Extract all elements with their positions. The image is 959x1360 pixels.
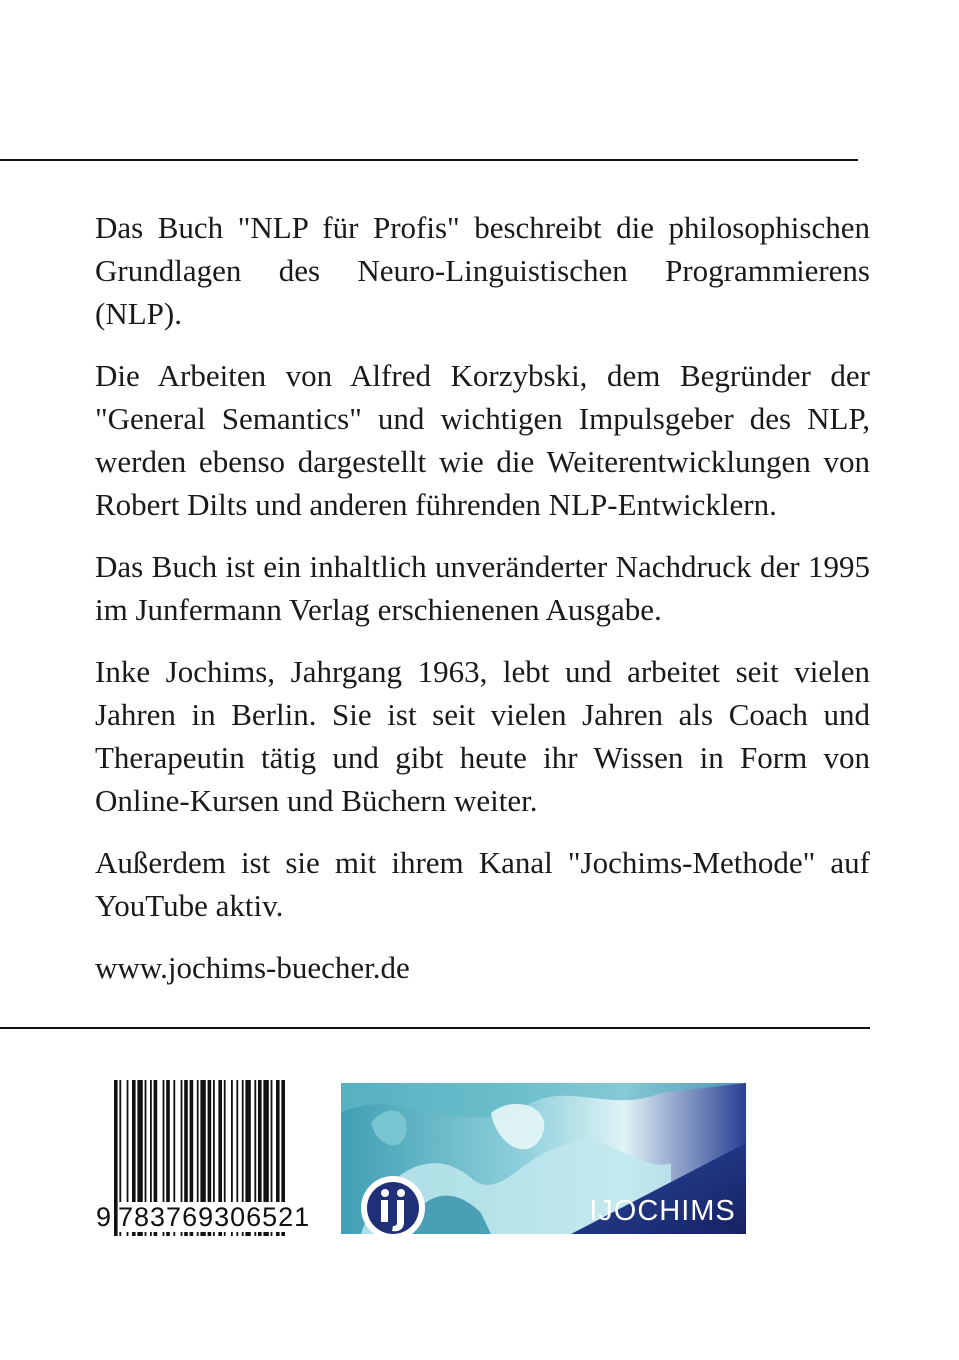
paragraph-korzybski: Die Arbeiten von Alfred Korzybski, dem Begründer der "General Semantics" und wichtigen Impulsgeber des NLP, werden ebenso dargestellt wie die Weiterentwicklungen von Robert Dilts und anderen führenden NLP-Entwicklern. [95, 358, 870, 522]
paragraph-youtube: Außerdem ist sie mit ihrem Kanal "Jochims-Methode" auf YouTube aktiv. [95, 845, 870, 923]
bottom-divider-rule [0, 1027, 870, 1029]
isbn-lead-digit: 9 [96, 1202, 113, 1232]
isbn-digits [96, 1202, 311, 1232]
top-divider-rule [0, 159, 858, 161]
logo-wordmark: IJOCHIMS [589, 1195, 736, 1227]
isbn-number: 783769306521 [118, 1202, 311, 1232]
paragraph-reprint-note: Das Buch ist ein inhaltlich unveränderter Nachdruck der 1995 im Junfermann Verlag erschienenen Ausgabe. [95, 549, 870, 627]
website-link[interactable]: www.jochims-buecher.de [95, 950, 410, 985]
paragraph-author-bio: Inke Jochims, Jahrgang 1963, lebt und arbeitet seit vielen Jahren in Berlin. Sie ist seit vielen Jahren als Coach und Therapeutin tätig und gibt heute ihr Wissen in Form von Online-Kursen und Büchern weiter. [95, 654, 870, 818]
back-cover-text [95, 206, 870, 1008]
paragraph-book-description: Das Buch "NLP für Profis" beschreibt die philosophischen Grundlagen des Neuro-Linguistischen Programmierens (NLP). [95, 210, 870, 331]
